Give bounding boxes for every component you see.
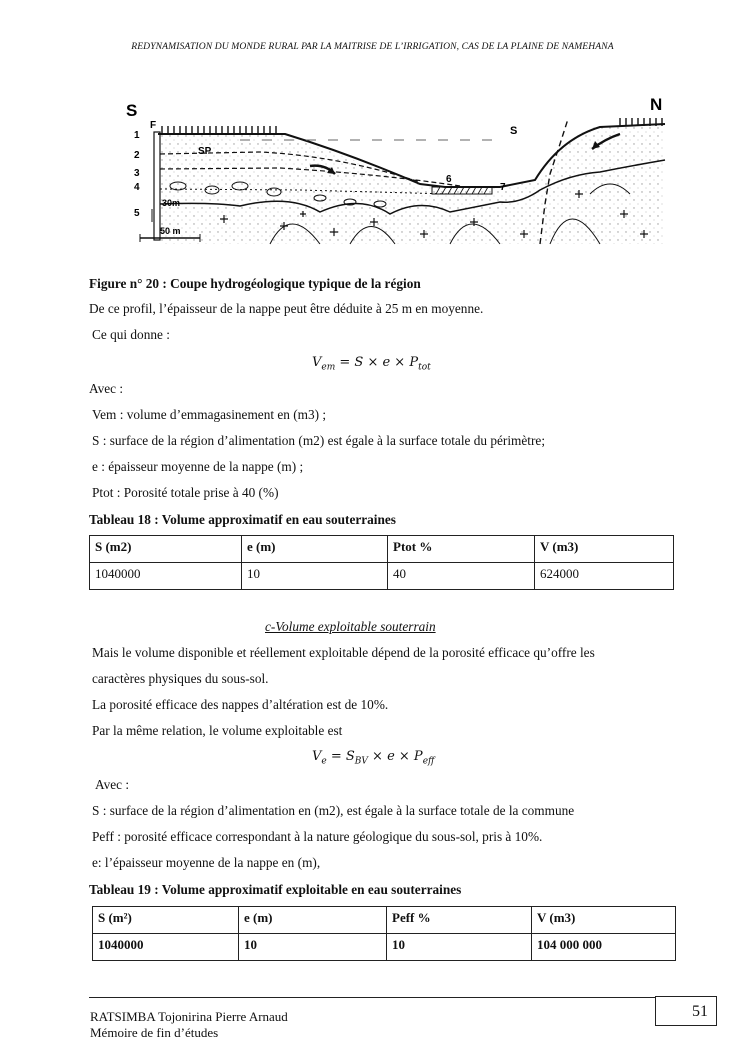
- table-header-row: [93, 907, 676, 934]
- definition-e-2: e: l’épaisseur moyenne de la nappe en (m),: [92, 855, 321, 870]
- definition-ptot: Ptot : Porosité totale prise à 40 (%): [92, 485, 279, 500]
- paragraph-ce-qui-donne: Ce qui donne :: [92, 327, 170, 342]
- figure-point-6: 6: [446, 174, 452, 185]
- paragraph-exploitable-1: Mais le volume disponible et réellement exploitable dépend de la porosité efficace qu’offre les: [92, 645, 595, 660]
- formula-vem: $V_{em} = S \times e \times P_{tot}$: [312, 355, 431, 373]
- table-header-cell: S (m2): [90, 536, 242, 563]
- table-19-title: Tableau 19 : Volume approximatif exploitable en eau souterraines: [89, 882, 462, 897]
- footer-subtitle: Mémoire de fin d’études: [90, 1025, 219, 1040]
- figure-label-f: F: [150, 120, 157, 131]
- figure-label-north: N: [650, 95, 663, 114]
- table-cell: 10: [239, 934, 387, 961]
- definition-vem: Vem : volume d’emmagasinement en (m3) ;: [92, 407, 327, 422]
- figure-label-sp: SP: [198, 146, 212, 157]
- table-header-row: [90, 536, 674, 563]
- table-row: [93, 934, 676, 961]
- definition-s-commune: S : surface de la région d’alimentation en (m2), est égale à la surface totale de la commune: [92, 803, 575, 818]
- table-header-cell: V (m3): [532, 907, 676, 934]
- figure-layer-3: 3: [134, 168, 140, 179]
- figure-label-south: S: [126, 101, 138, 120]
- table-header-cell: Peff %: [387, 907, 532, 934]
- table-19: [92, 906, 676, 961]
- figure-layer-4: 4: [134, 182, 140, 193]
- table-cell: 1040000: [93, 934, 239, 961]
- figure-depth-label: 30m: [162, 198, 181, 208]
- table-header-cell: Ptot %: [388, 536, 535, 563]
- table-cell: 10: [387, 934, 532, 961]
- table-cell: 104 000 000: [532, 934, 676, 961]
- table-cell: 10: [242, 563, 388, 590]
- figure-layer-2: 2: [134, 150, 140, 161]
- paragraph-exploitable-2: caractères physiques du sous-sol.: [92, 671, 269, 686]
- table-header-cell: e (m): [239, 907, 387, 934]
- paragraph-thickness: De ce profil, l’épaisseur de la nappe peut être déduite à 25 m en moyenne.: [89, 301, 484, 316]
- definition-s: S : surface de la région d’alimentation (m2) est égale à la surface totale du périmètre;: [92, 433, 546, 448]
- running-header: REDYNAMISATION DU MONDE RURAL PAR LA MAITRISE DE L’IRRIGATION, CAS DE LA PLAINE DE NAMEHANA: [131, 41, 614, 52]
- footer-author: RATSIMBA Tojonirina Pierre Arnaud: [90, 1009, 288, 1024]
- footer-divider: [89, 997, 656, 998]
- table-header-cell: V (m3): [535, 536, 674, 563]
- definition-peff: Peff : porosité efficace correspondant à la nature géologique du sous-sol, pris à 10%.: [92, 829, 543, 844]
- table-18: [89, 535, 674, 590]
- table-row: [90, 563, 674, 590]
- table-18-title: Tableau 18 : Volume approximatif en eau souterraines: [89, 512, 396, 527]
- figure-scale-label: 50 m: [160, 226, 181, 236]
- table-cell: 40: [388, 563, 535, 590]
- table-cell: 1040000: [90, 563, 242, 590]
- figure-layer-5: 5: [134, 208, 140, 219]
- footer-text: [90, 1009, 288, 1041]
- hydrogeological-section-figure: [120, 94, 680, 252]
- avec-label-2: Avec :: [95, 777, 130, 792]
- figure-point-7: 7: [500, 182, 506, 193]
- paragraph-porosity: La porosité efficace des nappes d’altération est de 10%.: [92, 697, 389, 712]
- figure-layer-1: 1: [134, 130, 140, 141]
- avec-label-1: Avec :: [89, 381, 124, 396]
- table-cell: 624000: [535, 563, 674, 590]
- definition-e: e : épaisseur moyenne de la nappe (m) ;: [92, 459, 304, 474]
- section-heading-c: c-Volume exploitable souterrain: [265, 619, 436, 634]
- page-number: 51: [655, 996, 717, 1026]
- table-header-cell: S (m²): [93, 907, 239, 934]
- formula-ve: $V_e = S_{BV} \times e \times P_{eff}$: [312, 749, 435, 767]
- figure-label-s-mid: S: [510, 125, 518, 137]
- paragraph-relation: Par la même relation, le volume exploitable est: [92, 723, 343, 738]
- table-header-cell: e (m): [242, 536, 388, 563]
- figure-caption: Figure n° 20 : Coupe hydrogéologique typique de la région: [89, 276, 421, 291]
